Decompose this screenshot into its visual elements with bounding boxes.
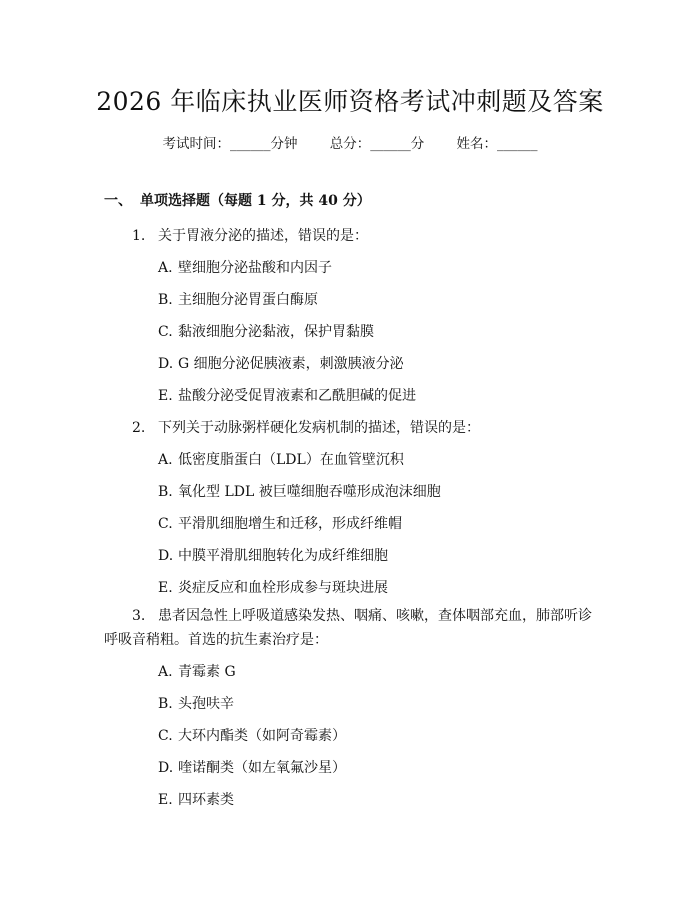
option-letter: C. bbox=[158, 728, 173, 744]
option-text: 头孢呋辛 bbox=[178, 696, 234, 712]
option-letter: A. bbox=[158, 664, 173, 680]
option-letter: A. bbox=[158, 452, 173, 468]
option-letter: D. bbox=[158, 548, 174, 564]
option-text: 壁细胞分泌盐酸和内因子 bbox=[178, 260, 332, 276]
option-text: 低密度脂蛋白（LDL）在血管壁沉积 bbox=[178, 452, 404, 468]
option-text: 中膜平滑肌细胞转化为成纤维细胞 bbox=[178, 548, 388, 564]
option-letter: D. bbox=[158, 356, 174, 372]
option-letter: A. bbox=[158, 260, 173, 276]
option-letter: D. bbox=[158, 760, 174, 776]
option-2b bbox=[158, 481, 441, 501]
option-letter: B. bbox=[158, 696, 173, 712]
page-title: 2026 年临床执业医师资格考试冲刺题及答案 bbox=[96, 87, 604, 116]
option-2a bbox=[158, 449, 404, 469]
option-text: G 细胞分泌促胰液素，刺激胰液分泌 bbox=[178, 356, 404, 372]
option-2d bbox=[158, 545, 388, 565]
option-letter: C. bbox=[158, 516, 173, 532]
option-2c bbox=[158, 513, 402, 533]
option-1d bbox=[158, 353, 404, 373]
section-heading bbox=[104, 190, 371, 210]
question-2 bbox=[132, 417, 480, 437]
section-title: 单项选择题（每题 1 分，共 40 分） bbox=[140, 193, 371, 209]
option-text: 青霉素 G bbox=[178, 664, 236, 680]
option-1e bbox=[158, 385, 416, 405]
option-1b bbox=[158, 289, 318, 309]
option-text: 主细胞分泌胃蛋白酶原 bbox=[178, 292, 318, 308]
option-text: 炎症反应和血栓形成参与斑块进展 bbox=[178, 580, 388, 596]
question-1 bbox=[132, 225, 368, 245]
exam-info-line bbox=[0, 132, 700, 152]
option-3b bbox=[158, 693, 234, 713]
option-3c bbox=[158, 725, 346, 745]
option-letter: E. bbox=[158, 580, 173, 596]
question-stem: 关于胃液分泌的描述，错误的是： bbox=[158, 228, 368, 244]
option-2e bbox=[158, 577, 388, 597]
option-text: 氧化型 LDL 被巨噬细胞吞噬形成泡沫细胞 bbox=[178, 484, 441, 500]
name-field: 姓名：______ bbox=[456, 136, 538, 152]
question-number: 3. bbox=[132, 608, 146, 624]
option-text: 盐酸分泌受促胃液素和乙酰胆碱的促进 bbox=[178, 388, 416, 404]
option-letter: E. bbox=[158, 792, 173, 808]
total-score-field: 总分：______分 bbox=[329, 136, 425, 152]
option-text: 喹诺酮类（如左氧氟沙星） bbox=[178, 760, 346, 776]
option-3d bbox=[158, 757, 346, 777]
option-letter: C. bbox=[158, 324, 173, 340]
option-letter: B. bbox=[158, 292, 173, 308]
question-3 bbox=[104, 604, 604, 652]
option-text: 大环内酯类（如阿奇霉素） bbox=[178, 728, 346, 744]
question-number: 2. bbox=[132, 420, 146, 436]
option-text: 四环素类 bbox=[178, 792, 234, 808]
option-text: 黏液细胞分泌黏液，保护胃黏膜 bbox=[178, 324, 374, 340]
section-number: 一、 bbox=[104, 193, 132, 209]
exam-time-field: 考试时间：______分钟 bbox=[162, 136, 298, 152]
question-stem: 患者因急性上呼吸道感染发热、咽痛、咳嗽，查体咽部充血，肺部听诊呼吸音稍粗。首选的抗生素治疗是： bbox=[104, 608, 592, 648]
question-number: 1. bbox=[132, 228, 146, 244]
option-letter: E. bbox=[158, 388, 173, 404]
option-text: 平滑肌细胞增生和迁移，形成纤维帽 bbox=[178, 516, 402, 532]
option-letter: B. bbox=[158, 484, 173, 500]
option-3a bbox=[158, 661, 236, 681]
option-3e bbox=[158, 789, 234, 809]
option-1c bbox=[158, 321, 374, 341]
question-stem: 下列关于动脉粥样硬化发病机制的描述，错误的是： bbox=[158, 420, 480, 436]
option-1a bbox=[158, 257, 332, 277]
